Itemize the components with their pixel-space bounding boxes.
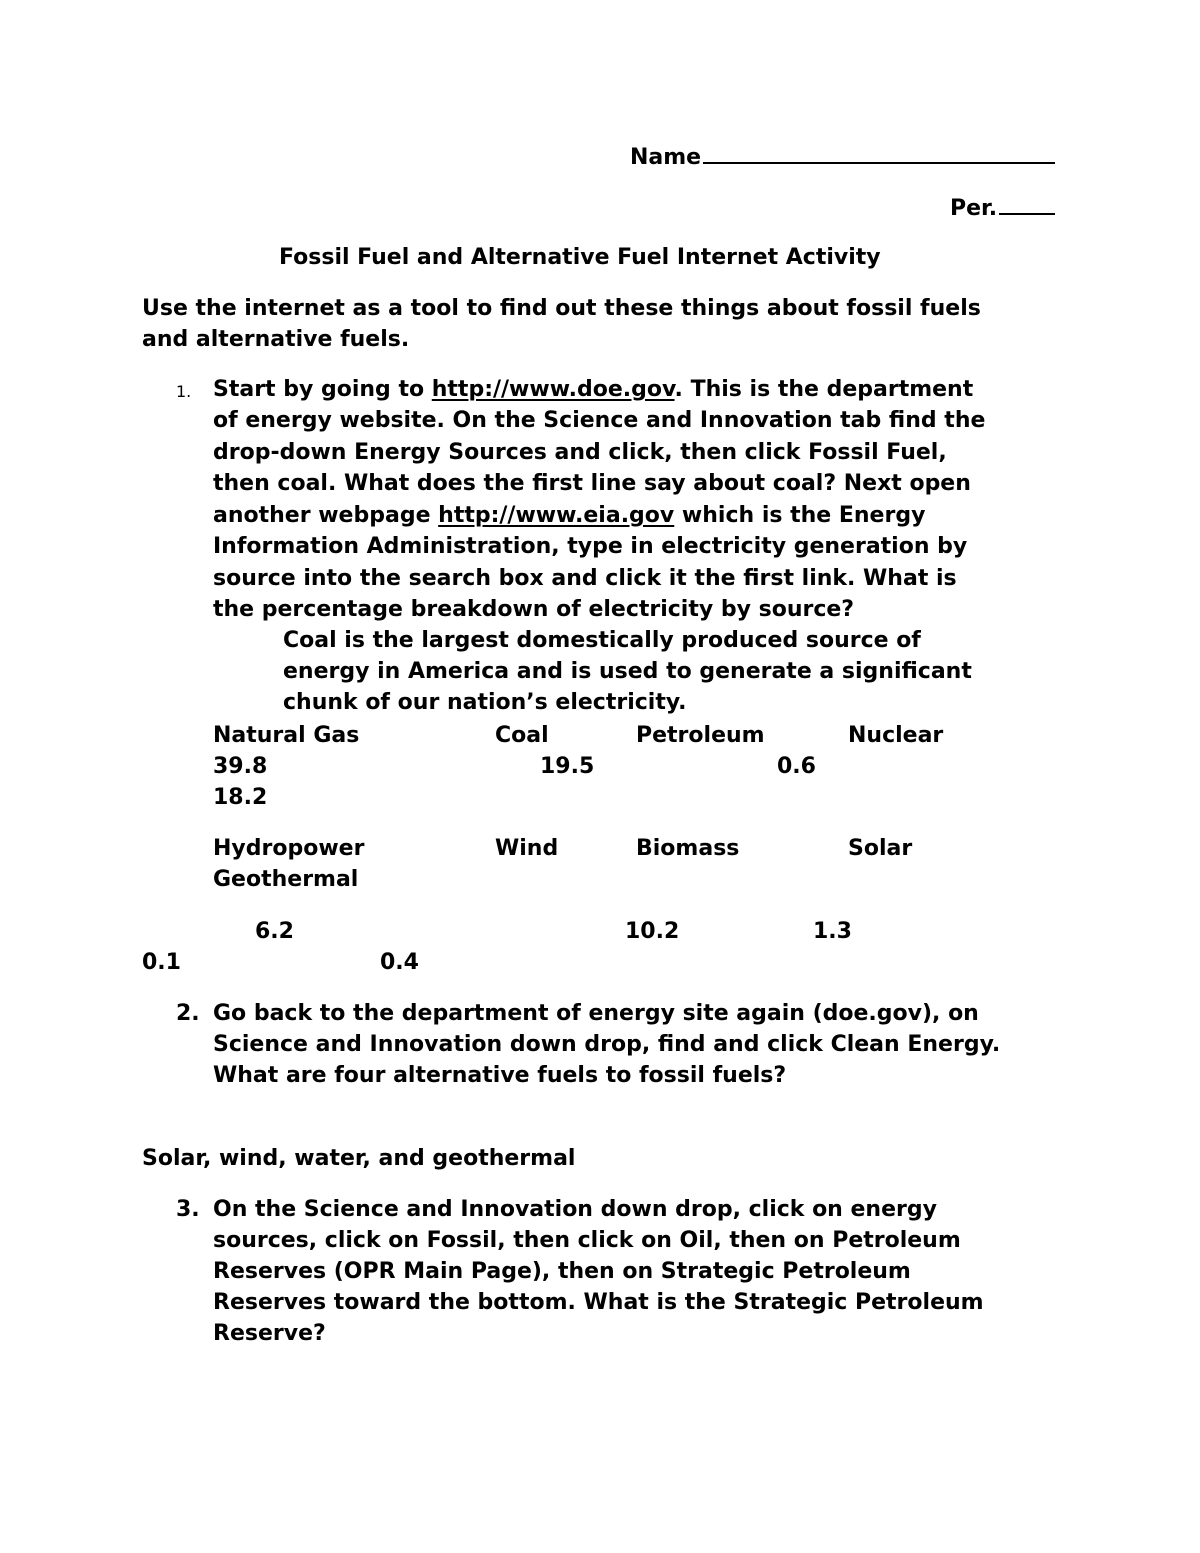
- q1-line-5-post: which is the Energy: [674, 503, 926, 528]
- q1-line-5-pre: another webpage: [213, 503, 439, 528]
- q1-line-1: [213, 374, 973, 405]
- doe-link[interactable]: http://www.doe.gov: [431, 377, 675, 402]
- q3-line-4: Reserves toward the bottom. What is the Strategic Petroleum: [213, 1290, 984, 1315]
- q2-line-2: Science and Innovation down drop, find and click Clean Energy.: [213, 1032, 1001, 1057]
- q1-line-3: drop-down Energy Sources and click, then click Fossil Fuel,: [213, 440, 947, 465]
- q1-number: 1.: [176, 382, 192, 401]
- q2-line-3: What are four alternative fuels to fossil fuels?: [213, 1063, 787, 1088]
- q3-line-3: Reserves (OPR Main Page), then on Strategic Petroleum: [213, 1259, 911, 1284]
- name-label: Name: [630, 145, 702, 170]
- source-value: 39.8: [213, 754, 268, 779]
- period-field: [950, 191, 1055, 224]
- q2-line-1: Go back to the department of energy site again (doe.gov), on: [213, 1001, 979, 1026]
- source-label: Solar: [848, 836, 913, 861]
- source-value: 0.6: [777, 754, 816, 779]
- name-field: [630, 140, 1055, 173]
- period-blank[interactable]: [999, 191, 1055, 215]
- source-label: Geothermal: [213, 867, 359, 892]
- source-value: 0.1: [142, 950, 181, 975]
- source-label: Hydropower: [213, 836, 365, 861]
- source-value: 19.5: [540, 754, 595, 779]
- source-label: Biomass: [636, 836, 740, 861]
- source-value: 10.2: [625, 919, 680, 944]
- q1-line-7: source into the search box and click it the first link. What is: [213, 566, 957, 591]
- page-title: Fossil Fuel and Alternative Fuel Internet Activity: [279, 245, 881, 270]
- q1-line-4: then coal. What does the first line say about coal? Next open: [213, 471, 971, 496]
- source-value: 18.2: [213, 785, 268, 810]
- q3-line-2: sources, click on Fossil, then click on Oil, then on Petroleum: [213, 1228, 961, 1253]
- source-value: 6.2: [255, 919, 294, 944]
- q1-line-2: of energy website. On the Science and Innovation tab find the: [213, 408, 986, 433]
- q1-answer-line-1: Coal is the largest domestically produced source of: [283, 628, 921, 653]
- source-value: 0.4: [380, 950, 419, 975]
- source-label: Petroleum: [636, 723, 765, 748]
- q3-line-5: Reserve?: [213, 1321, 326, 1346]
- q2-number: 2.: [176, 1001, 200, 1026]
- q1-line-5: [213, 500, 925, 531]
- period-label: Per.: [950, 196, 998, 221]
- q1-line-1-pre: Start by going to: [213, 377, 432, 402]
- intro-line-2: and alternative fuels.: [142, 327, 410, 352]
- q1-answer-line-2: energy in America and is used to generate a significant: [283, 659, 972, 684]
- q2-answer: Solar, wind, water, and geothermal: [142, 1146, 576, 1171]
- q3-line-1: On the Science and Innovation down drop, click on energy: [213, 1197, 937, 1222]
- intro-line-1: Use the internet as a tool to find out these things about fossil fuels: [142, 296, 981, 321]
- source-value: 1.3: [813, 919, 852, 944]
- eia-link[interactable]: http://www.eia.gov: [438, 503, 675, 528]
- q1-line-6: Information Administration, type in electricity generation by: [213, 534, 968, 559]
- source-label: Natural Gas: [213, 723, 360, 748]
- q1-line-1-post: . This is the department: [674, 377, 974, 402]
- source-label: Nuclear: [848, 723, 944, 748]
- name-blank[interactable]: [703, 140, 1055, 164]
- q1-answer-line-3: chunk of our nation’s electricity.: [283, 690, 687, 715]
- source-label: Wind: [495, 836, 559, 861]
- q3-number: 3.: [176, 1197, 200, 1222]
- q1-line-8: the percentage breakdown of electricity by source?: [213, 597, 855, 622]
- source-label: Coal: [495, 723, 549, 748]
